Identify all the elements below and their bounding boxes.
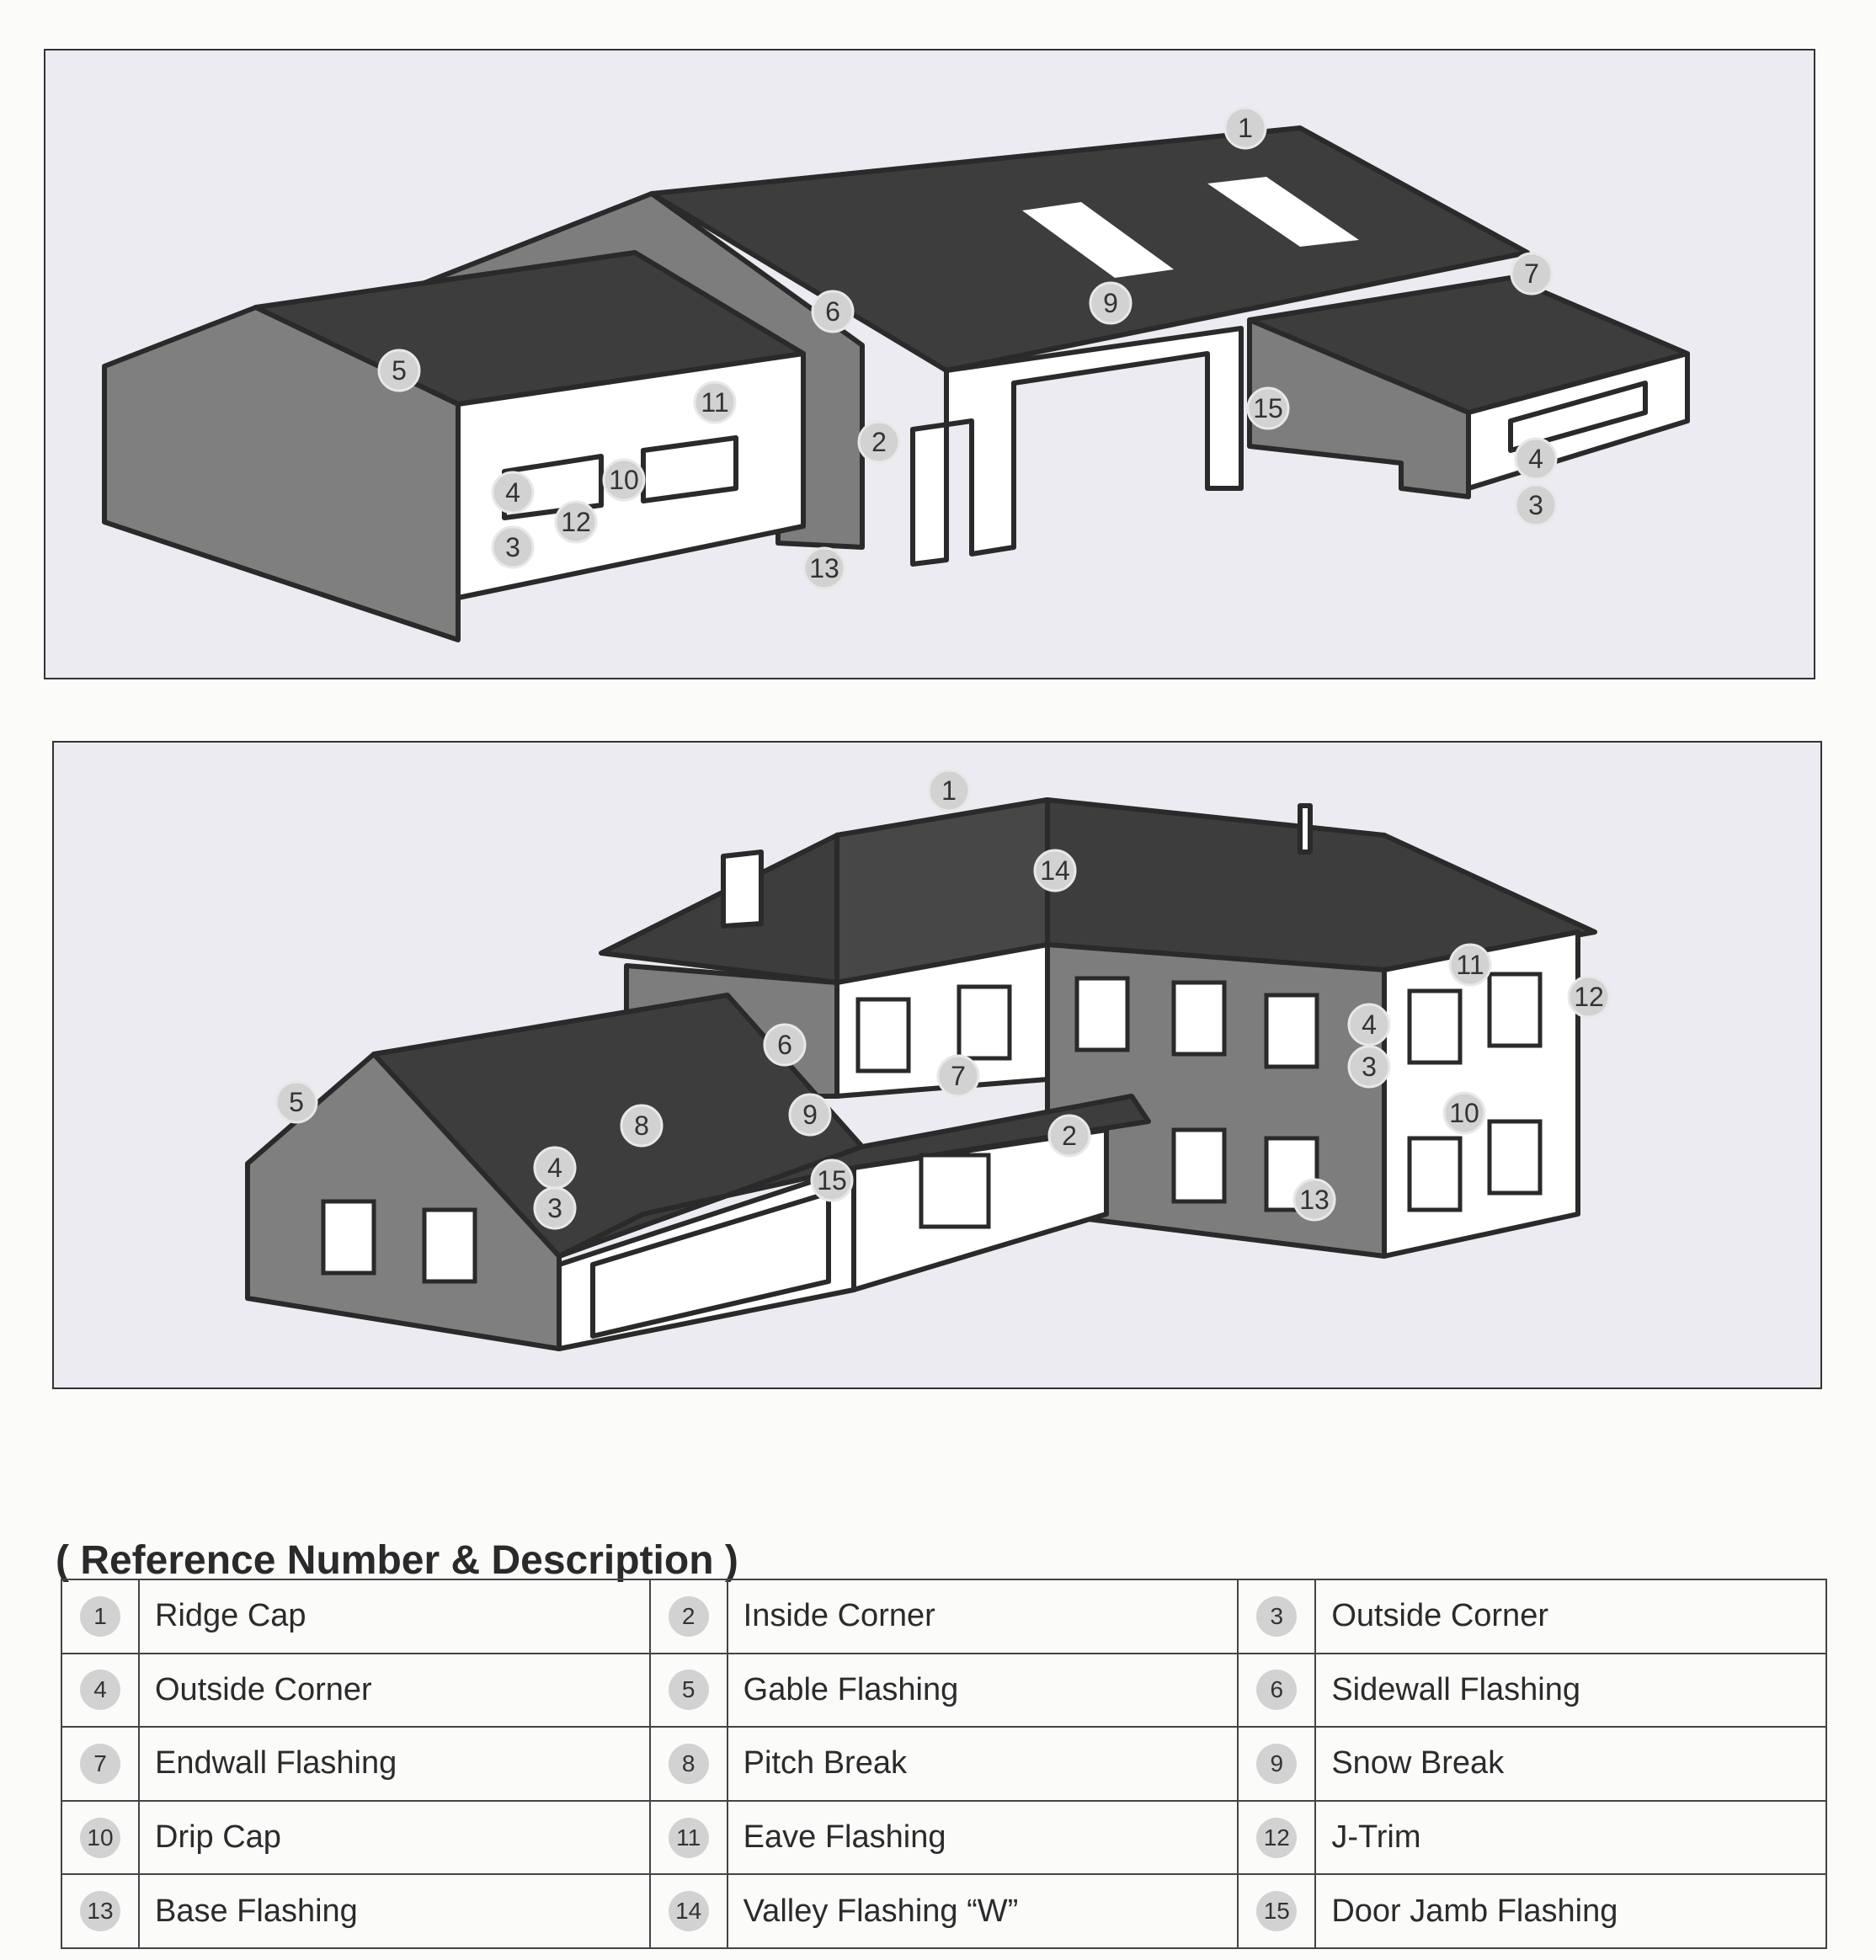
callout-number: 11 — [1456, 950, 1484, 980]
callout-number: 5 — [392, 355, 407, 386]
callout-number: 3 — [1528, 490, 1543, 520]
top-callout-2 — [859, 422, 899, 462]
reference-row — [61, 1801, 1826, 1875]
callout-number: 9 — [802, 1100, 818, 1130]
bottom-callout-15 — [812, 1160, 852, 1201]
reference-number-badge: 9 — [1256, 1744, 1297, 1784]
callout-number: 5 — [289, 1087, 304, 1117]
bottom-callout-4 — [535, 1148, 575, 1188]
reference-description: Gable Flashing — [727, 1654, 1239, 1728]
reference-number-badge: 1 — [80, 1596, 120, 1637]
reference-description: Snow Break — [1315, 1727, 1826, 1801]
bottom-callout-1 — [929, 770, 969, 811]
reference-row — [61, 1579, 1826, 1654]
callout-number: 12 — [561, 507, 591, 537]
reference-description: Outside Corner — [139, 1654, 650, 1728]
reference-number-cell — [1238, 1801, 1315, 1875]
reference-number-badge: 3 — [1256, 1596, 1297, 1637]
house-illustration-bottom — [54, 743, 1820, 1387]
reference-number-cell — [1238, 1874, 1315, 1948]
callout-number: 9 — [1103, 288, 1118, 318]
callout-number: 3 — [547, 1193, 562, 1223]
callout-number: 2 — [1062, 1121, 1077, 1151]
callout-number: 3 — [1362, 1052, 1377, 1082]
reference-number-cell — [1238, 1727, 1315, 1801]
callout-number: 7 — [951, 1061, 966, 1091]
reference-description: Endwall Flashing — [139, 1727, 650, 1801]
reference-description: Pitch Break — [727, 1727, 1239, 1801]
reference-number-cell — [650, 1654, 727, 1728]
top-callout-1 — [1225, 108, 1266, 148]
reference-number-badge: 10 — [80, 1818, 120, 1858]
callout-number: 13 — [809, 553, 839, 583]
reference-description: Outside Corner — [1315, 1579, 1826, 1654]
top-callout-13 — [804, 548, 845, 589]
reference-description: Ridge Cap — [139, 1579, 650, 1654]
callout-number: 1 — [941, 775, 957, 806]
reference-number-cell — [650, 1874, 727, 1948]
reference-number-badge: 12 — [1256, 1818, 1297, 1858]
reference-number-cell — [61, 1579, 139, 1654]
callout-number: 11 — [701, 387, 729, 418]
reference-number-badge: 5 — [669, 1670, 709, 1710]
reference-row — [61, 1727, 1826, 1801]
reference-description: Sidewall Flashing — [1315, 1654, 1826, 1728]
reference-title: ( Reference Number & Description ) — [56, 1538, 738, 1583]
bottom-callout-2 — [1049, 1116, 1090, 1156]
reference-description: Drip Cap — [139, 1801, 650, 1875]
diagram-panel-bottom — [52, 741, 1822, 1389]
callout-number: 1 — [1238, 113, 1253, 143]
bottom-callout-12 — [1569, 977, 1609, 1017]
reference-number-cell — [650, 1579, 727, 1654]
callout-number: 6 — [777, 1030, 792, 1060]
top-callout-9 — [1090, 283, 1131, 323]
diagram-panel-top — [44, 49, 1815, 679]
reference-number-badge: 14 — [669, 1891, 709, 1931]
callout-number: 4 — [547, 1153, 562, 1183]
reference-table — [61, 1579, 1827, 1949]
reference-description: Base Flashing — [139, 1874, 650, 1948]
callout-number: 13 — [1299, 1185, 1330, 1215]
reference-row — [61, 1874, 1826, 1948]
bottom-callout-7 — [938, 1056, 978, 1096]
top-callout-3 — [493, 527, 533, 567]
reference-number-cell — [61, 1801, 139, 1875]
reference-number-cell — [1238, 1654, 1315, 1728]
reference-number-cell — [650, 1727, 727, 1801]
reference-description: Inside Corner — [727, 1579, 1239, 1654]
bottom-callout-6 — [765, 1025, 805, 1065]
reference-description: Valley Flashing “W” — [727, 1874, 1239, 1948]
top-callout-11 — [695, 382, 735, 423]
top-callout-7 — [1511, 253, 1552, 294]
bottom-callout-5 — [276, 1082, 317, 1122]
reference-number-badge: 8 — [669, 1744, 709, 1784]
top-callout-15 — [1248, 388, 1288, 429]
reference-description: J-Trim — [1315, 1801, 1826, 1875]
reference-number-badge: 11 — [669, 1818, 709, 1858]
reference-number-badge: 13 — [80, 1891, 120, 1931]
reference-number-badge: 6 — [1256, 1670, 1297, 1710]
callout-number: 8 — [634, 1110, 649, 1141]
reference-number-cell — [61, 1654, 139, 1728]
callout-number: 14 — [1040, 855, 1070, 886]
bottom-callout-3 — [535, 1188, 575, 1228]
top-callout-4 — [1516, 439, 1556, 479]
callout-number: 15 — [1253, 393, 1283, 423]
reference-number-cell — [61, 1727, 139, 1801]
house-illustration-top — [45, 51, 1814, 678]
callout-number: 6 — [825, 296, 840, 327]
callout-number: 4 — [1362, 1009, 1377, 1040]
reference-number-cell — [1238, 1579, 1315, 1654]
top-callout-5 — [379, 350, 419, 391]
callout-number: 4 — [1528, 444, 1543, 474]
callout-number: 15 — [817, 1165, 847, 1196]
reference-description: Door Jamb Flashing — [1315, 1874, 1826, 1948]
bottom-callout-10 — [1444, 1093, 1484, 1133]
reference-number-badge: 4 — [80, 1670, 120, 1710]
callout-number: 2 — [871, 427, 887, 457]
bottom-callout-3 — [1349, 1047, 1389, 1087]
top-callout-12 — [556, 502, 596, 542]
bottom-callout-4 — [1349, 1004, 1389, 1045]
reference-number-badge: 7 — [80, 1744, 120, 1784]
bottom-callout-14 — [1035, 850, 1075, 891]
reference-number-cell — [61, 1874, 139, 1948]
callout-number: 10 — [1449, 1098, 1479, 1128]
callout-number: 7 — [1524, 258, 1539, 289]
reference-description: Eave Flashing — [727, 1801, 1239, 1875]
callout-number: 12 — [1574, 982, 1604, 1012]
callout-number: 10 — [609, 465, 639, 495]
top-callout-6 — [813, 291, 853, 332]
bottom-callout-9 — [790, 1095, 830, 1135]
reference-number-cell — [650, 1801, 727, 1875]
reference-number-badge: 15 — [1256, 1891, 1297, 1931]
callout-number: 4 — [505, 477, 520, 508]
top-callout-10 — [604, 460, 644, 500]
top-callout-4 — [493, 472, 533, 513]
top-callout-3 — [1516, 485, 1556, 525]
callout-number: 3 — [505, 532, 520, 562]
reference-row — [61, 1654, 1826, 1728]
bottom-callout-8 — [621, 1105, 662, 1146]
reference-number-badge: 2 — [669, 1596, 709, 1637]
bottom-callout-13 — [1294, 1180, 1335, 1220]
bottom-callout-11 — [1450, 945, 1490, 985]
